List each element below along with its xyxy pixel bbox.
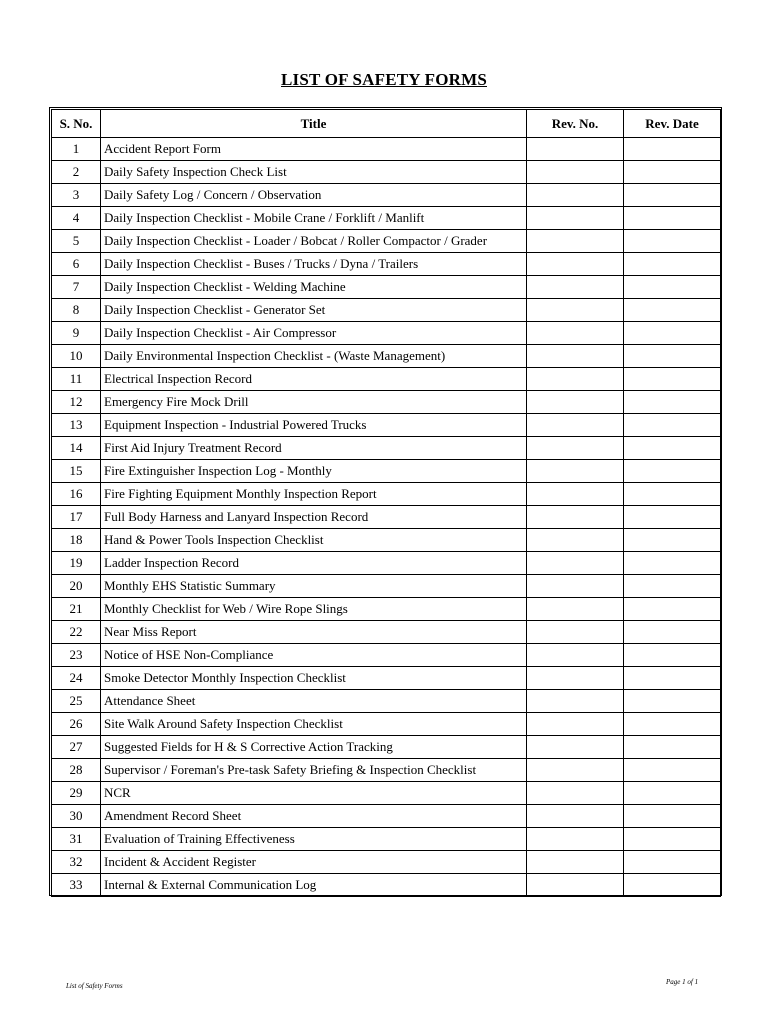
- row-form-title: Accident Report Form: [101, 138, 527, 161]
- row-serial-number: 3: [52, 184, 101, 207]
- row-serial-number: 30: [52, 805, 101, 828]
- table-row: [52, 621, 721, 644]
- row-revision-date: [624, 230, 721, 253]
- table-row: [52, 437, 721, 460]
- row-form-title: Fire Fighting Equipment Monthly Inspection Report: [101, 483, 527, 506]
- row-serial-number: 25: [52, 690, 101, 713]
- table-row: [52, 230, 721, 253]
- row-revision-date: [624, 529, 721, 552]
- table-row: [52, 253, 721, 276]
- row-revision-number: [527, 552, 624, 575]
- row-form-title: First Aid Injury Treatment Record: [101, 437, 527, 460]
- row-revision-date: [624, 414, 721, 437]
- row-form-title: Daily Safety Log / Concern / Observation: [101, 184, 527, 207]
- row-serial-number: 15: [52, 460, 101, 483]
- table-row: [52, 460, 721, 483]
- row-serial-number: 10: [52, 345, 101, 368]
- row-serial-number: 23: [52, 644, 101, 667]
- row-form-title: Site Walk Around Safety Inspection Checklist: [101, 713, 527, 736]
- table-row: [52, 368, 721, 391]
- row-revision-date: [624, 161, 721, 184]
- row-serial-number: 24: [52, 667, 101, 690]
- row-revision-number: [527, 207, 624, 230]
- table-row: [52, 184, 721, 207]
- row-form-title: Hand & Power Tools Inspection Checklist: [101, 529, 527, 552]
- row-revision-number: [527, 713, 624, 736]
- row-revision-number: [527, 230, 624, 253]
- table-header-row: [52, 110, 721, 138]
- table-row: [52, 667, 721, 690]
- table-row: [52, 805, 721, 828]
- table-row: [52, 506, 721, 529]
- table-row: [52, 161, 721, 184]
- table-row: [52, 414, 721, 437]
- row-revision-date: [624, 828, 721, 851]
- row-revision-date: [624, 207, 721, 230]
- row-serial-number: 17: [52, 506, 101, 529]
- row-revision-date: [624, 851, 721, 874]
- row-form-title: Full Body Harness and Lanyard Inspection Record: [101, 506, 527, 529]
- table-row: [52, 736, 721, 759]
- table-row: [52, 138, 721, 161]
- table-row: [52, 575, 721, 598]
- row-form-title: Ladder Inspection Record: [101, 552, 527, 575]
- row-revision-number: [527, 805, 624, 828]
- row-revision-number: [527, 851, 624, 874]
- row-serial-number: 5: [52, 230, 101, 253]
- row-revision-number: [527, 299, 624, 322]
- row-revision-date: [624, 437, 721, 460]
- row-form-title: Emergency Fire Mock Drill: [101, 391, 527, 414]
- row-serial-number: 7: [52, 276, 101, 299]
- row-revision-date: [624, 460, 721, 483]
- row-form-title: Monthly EHS Statistic Summary: [101, 575, 527, 598]
- row-serial-number: 9: [52, 322, 101, 345]
- row-form-title: Daily Inspection Checklist - Welding Machine: [101, 276, 527, 299]
- row-serial-number: 8: [52, 299, 101, 322]
- row-revision-number: [527, 460, 624, 483]
- row-revision-number: [527, 322, 624, 345]
- row-form-title: Notice of HSE Non-Compliance: [101, 644, 527, 667]
- row-revision-number: [527, 874, 624, 897]
- row-revision-date: [624, 575, 721, 598]
- row-revision-date: [624, 805, 721, 828]
- row-form-title: Daily Inspection Checklist - Mobile Crane / Forklift / Manlift: [101, 207, 527, 230]
- table-row: [52, 299, 721, 322]
- table-row: [52, 759, 721, 782]
- row-serial-number: 2: [52, 161, 101, 184]
- row-revision-date: [624, 736, 721, 759]
- row-revision-number: [527, 138, 624, 161]
- row-serial-number: 31: [52, 828, 101, 851]
- row-revision-number: [527, 345, 624, 368]
- footer-page-number: Page 1 of 1: [666, 978, 699, 986]
- table-row: [52, 598, 721, 621]
- row-serial-number: 14: [52, 437, 101, 460]
- row-serial-number: 18: [52, 529, 101, 552]
- row-revision-number: [527, 414, 624, 437]
- table-row: [52, 713, 721, 736]
- table-row: [52, 782, 721, 805]
- row-revision-number: [527, 644, 624, 667]
- row-revision-date: [624, 621, 721, 644]
- row-revision-date: [624, 391, 721, 414]
- row-revision-date: [624, 368, 721, 391]
- row-form-title: Evaluation of Training Effectiveness: [101, 828, 527, 851]
- row-form-title: NCR: [101, 782, 527, 805]
- table-row: [52, 828, 721, 851]
- row-revision-number: [527, 253, 624, 276]
- row-serial-number: 6: [52, 253, 101, 276]
- row-serial-number: 20: [52, 575, 101, 598]
- column-header-sno: S. No.: [52, 110, 101, 138]
- row-form-title: Incident & Accident Register: [101, 851, 527, 874]
- row-serial-number: 11: [52, 368, 101, 391]
- row-revision-date: [624, 184, 721, 207]
- table-row: [52, 322, 721, 345]
- row-revision-date: [624, 667, 721, 690]
- row-revision-number: [527, 529, 624, 552]
- table-row: [52, 851, 721, 874]
- row-revision-number: [527, 368, 624, 391]
- row-form-title: Near Miss Report: [101, 621, 527, 644]
- row-revision-date: [624, 345, 721, 368]
- table-row: [52, 276, 721, 299]
- row-form-title: Internal & External Communication Log: [101, 874, 527, 897]
- row-form-title: Attendance Sheet: [101, 690, 527, 713]
- row-revision-date: [624, 253, 721, 276]
- row-serial-number: 29: [52, 782, 101, 805]
- row-serial-number: 12: [52, 391, 101, 414]
- row-revision-number: [527, 828, 624, 851]
- row-serial-number: 4: [52, 207, 101, 230]
- row-form-title: Electrical Inspection Record: [101, 368, 527, 391]
- row-revision-number: [527, 621, 624, 644]
- table-row: [52, 207, 721, 230]
- row-revision-number: [527, 437, 624, 460]
- row-revision-date: [624, 713, 721, 736]
- table-body: [52, 138, 721, 897]
- row-revision-date: [624, 759, 721, 782]
- row-form-title: Supervisor / Foreman's Pre-task Safety Briefing & Inspection Checklist: [101, 759, 527, 782]
- row-serial-number: 26: [52, 713, 101, 736]
- table-row: [52, 874, 721, 897]
- row-revision-number: [527, 161, 624, 184]
- row-revision-number: [527, 736, 624, 759]
- row-serial-number: 28: [52, 759, 101, 782]
- row-revision-date: [624, 690, 721, 713]
- row-serial-number: 32: [52, 851, 101, 874]
- table-row: [52, 483, 721, 506]
- row-form-title: Daily Environmental Inspection Checklist - (Waste Management): [101, 345, 527, 368]
- row-serial-number: 21: [52, 598, 101, 621]
- table-row: [52, 690, 721, 713]
- row-form-title: Suggested Fields for H & S Corrective Action Tracking: [101, 736, 527, 759]
- table-row: [52, 391, 721, 414]
- document-title: LIST OF SAFETY FORMS: [281, 70, 487, 89]
- row-revision-number: [527, 598, 624, 621]
- row-form-title: Smoke Detector Monthly Inspection Checklist: [101, 667, 527, 690]
- row-revision-date: [624, 874, 721, 897]
- row-revision-number: [527, 759, 624, 782]
- safety-forms-table: [51, 109, 721, 897]
- row-serial-number: 27: [52, 736, 101, 759]
- row-form-title: Daily Safety Inspection Check List: [101, 161, 527, 184]
- row-form-title: Daily Inspection Checklist - Buses / Trucks / Dyna / Trailers: [101, 253, 527, 276]
- row-revision-number: [527, 184, 624, 207]
- row-serial-number: 13: [52, 414, 101, 437]
- row-revision-date: [624, 276, 721, 299]
- row-revision-number: [527, 483, 624, 506]
- row-form-title: Monthly Checklist for Web / Wire Rope Slings: [101, 598, 527, 621]
- row-form-title: Amendment Record Sheet: [101, 805, 527, 828]
- table-row: [52, 552, 721, 575]
- table-row: [52, 644, 721, 667]
- row-serial-number: 19: [52, 552, 101, 575]
- row-serial-number: 16: [52, 483, 101, 506]
- row-form-title: Daily Inspection Checklist - Air Compressor: [101, 322, 527, 345]
- row-revision-number: [527, 391, 624, 414]
- row-revision-date: [624, 299, 721, 322]
- table-row: [52, 529, 721, 552]
- row-revision-date: [624, 598, 721, 621]
- column-header-title: Title: [101, 110, 527, 138]
- row-form-title: Fire Extinguisher Inspection Log - Monthly: [101, 460, 527, 483]
- footer-document-name: List of Safety Forms: [66, 982, 123, 990]
- row-serial-number: 33: [52, 874, 101, 897]
- row-revision-number: [527, 667, 624, 690]
- row-form-title: Daily Inspection Checklist - Loader / Bobcat / Roller Compactor / Grader: [101, 230, 527, 253]
- row-revision-date: [624, 483, 721, 506]
- row-revision-date: [624, 506, 721, 529]
- row-revision-number: [527, 276, 624, 299]
- row-revision-number: [527, 782, 624, 805]
- row-form-title: Daily Inspection Checklist - Generator Set: [101, 299, 527, 322]
- row-revision-date: [624, 782, 721, 805]
- table-row: [52, 345, 721, 368]
- column-header-rev-no: Rev. No.: [527, 110, 624, 138]
- row-revision-number: [527, 506, 624, 529]
- row-revision-date: [624, 552, 721, 575]
- row-revision-date: [624, 322, 721, 345]
- row-form-title: Equipment Inspection - Industrial Powered Trucks: [101, 414, 527, 437]
- row-serial-number: 1: [52, 138, 101, 161]
- row-revision-number: [527, 575, 624, 598]
- row-revision-number: [527, 690, 624, 713]
- row-revision-date: [624, 644, 721, 667]
- row-serial-number: 22: [52, 621, 101, 644]
- column-header-rev-date: Rev. Date: [624, 110, 721, 138]
- row-revision-date: [624, 138, 721, 161]
